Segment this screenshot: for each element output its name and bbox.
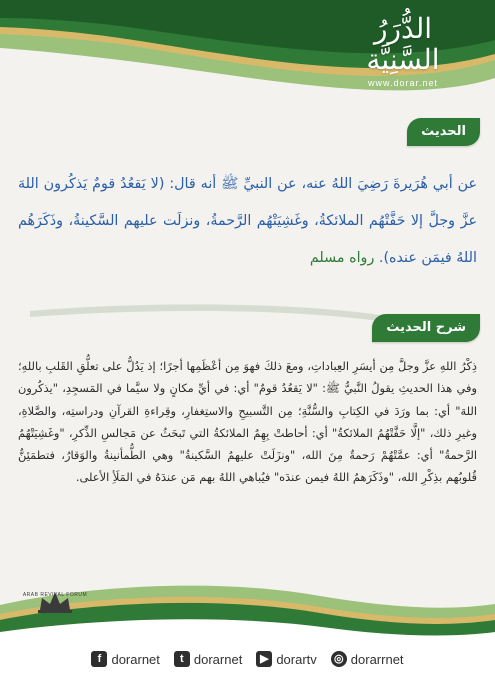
instagram-icon: ◎ <box>331 651 347 667</box>
section-label-hadith: الحديث <box>407 118 480 146</box>
social-facebook[interactable] <box>91 651 159 667</box>
brand <box>333 14 473 88</box>
hadith-text-block <box>18 166 477 277</box>
sharh-text: ذِكْرُ اللهِ عزَّ وجلَّ مِن أيسَرِ العِباداتِ، ومعَ ذلكَ فهوَ مِن أعْظَمِها أجرًا؛ إذ يَدُلُّ على تعلُّقِ القَلبِ باللهِ؛ وفي هذا الحديثِ يقولُ النَّبيُّ ﷺ: "لا يَقعُدُ قومٌ" أي: في أيِّ مكانٍ ولا سيَّما في المَسجِدِ، "يذكُرون اللهَ" أي: بما ورَدَ في الكِتابِ والسُّنَّةِ؛ مِن التَّسبيحِ والاستِغفارِ، وقِراءةِ القرآنِ ودراستِه، والصَّلاةِ، وغيرِ ذلك، "إلَّا حَفَّتْهُمُ الملائكةُ" أي: أحاطتْ بِهِمُ الملائكةُ التي تَبحَثُ عن مَجالسِ الذِّكرِ، "وغَشِيَتْهُمُ الرَّحمةُ" أي: عمَّتْهُمْ رَحمةٌ مِنَ الله، "ونزَلَتْ عليهمُ السَّكينةُ" وهي الطُّمأنينةُ والوَقارُ، فتطمَئِنُّ قُلوبُهم بذِكْرِ الله، "وذَكَرَهمُ اللهُ فيمن عندَه" فيُباهي اللهُ بهم مَن عندَهُ في المَلَأِ الأعلى. <box>18 359 477 485</box>
brand-site-url[interactable]: www.dorar.net <box>367 77 439 88</box>
facebook-icon: f <box>91 651 107 667</box>
divider-swoosh <box>30 304 420 326</box>
youtube-icon: ▶ <box>256 651 272 667</box>
social-handle: dorarnet <box>193 651 243 667</box>
brand-logo[interactable]: الدُّرَرُ السَّنِيَّة <box>366 12 440 76</box>
hadith-text: عن أبي هُرَيرةَ رَضِيَ اللهُ عنه، عن النبيِّ ﷺ أنه قال: (لا يَقعُدُ قومٌ يَذكُرون اللهَ عزَّ وجلَّ إلا حَفَّتْهُم الملائكةُ، وغَشِيَتْهُم الرَّحمةُ، ونزلَت عليهم السَّكينةُ، وذَكَرَهُم اللهُ فيمَن عنده). <box>18 176 477 266</box>
social-handle: dorarrnet <box>350 651 404 667</box>
section-label-sharh: شرح الحديث <box>372 314 480 342</box>
emblem-caption: ARAB REVIVAL FORUM <box>22 592 88 598</box>
social-youtube[interactable] <box>256 651 316 667</box>
social-handle: dorartv <box>276 651 317 667</box>
social-twitter[interactable] <box>174 651 242 667</box>
twitter-icon: t <box>174 651 190 667</box>
social-links <box>0 648 495 670</box>
social-handle: dorarnet <box>111 651 160 667</box>
social-instagram[interactable] <box>331 651 404 667</box>
hadith-narrator: رواه مسلم <box>309 250 375 266</box>
